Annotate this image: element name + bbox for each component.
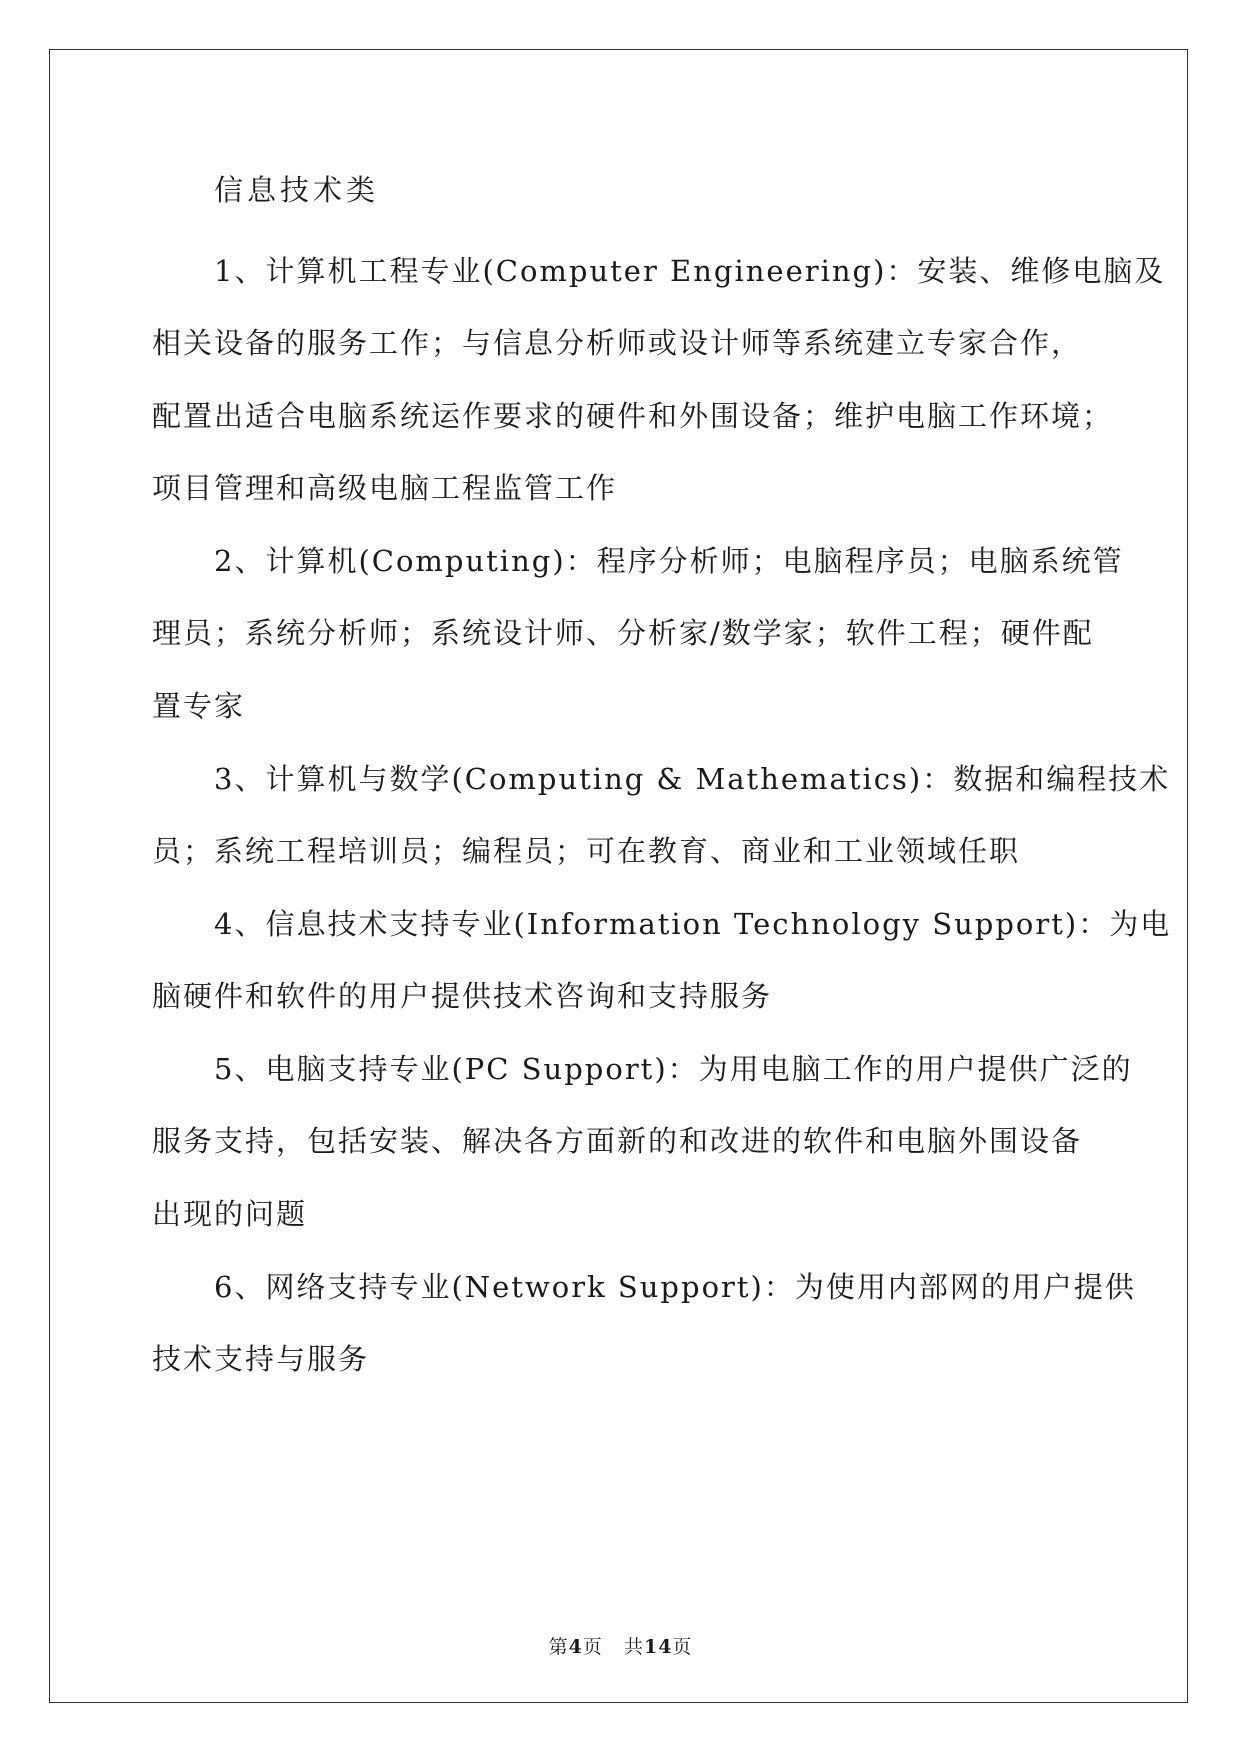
paragraph-line: 配置出适合电脑系统运作要求的硬件和外围设备；维护电脑工作环境； — [152, 399, 1114, 433]
footer-prefix: 第 — [548, 1636, 569, 1658]
paragraph-line: 4、信息技术支持专业(Information Technology Support)：为电 — [214, 907, 1172, 941]
paragraph-line: 项目管理和高级电脑工程监管工作 — [152, 471, 618, 505]
paragraph-line: 相关设备的服务工作；与信息分析师或设计师等系统建立专家合作， — [152, 326, 1083, 360]
paragraph-line: 6、网络支持专业(Network Support)：为使用内部网的用户提供 — [214, 1270, 1136, 1304]
paragraph-line: 技术支持与服务 — [152, 1342, 370, 1376]
paragraph-line: 出现的问题 — [152, 1197, 308, 1231]
page-border — [49, 49, 1188, 1703]
paragraph-line: 员；系统工程培训员；编程员；可在教育、商业和工业领域任职 — [152, 834, 1021, 868]
page-footer — [0, 1632, 1241, 1659]
paragraph-line: 3、计算机与数学(Computing & Mathematics)：数据和编程技术 — [214, 762, 1171, 796]
paragraph-line: 5、电脑支持专业(PC Support)：为用电脑工作的用户提供广泛的 — [214, 1052, 1133, 1086]
paragraph-line: 2、计算机(Computing)：程序分析师；电脑程序员；电脑系统管 — [214, 544, 1124, 578]
paragraph-line: 理员；系统分析师；系统设计师、分析家/数学家；软件工程；硬件配 — [152, 616, 1094, 650]
current-page-number: 4 — [568, 1636, 583, 1658]
total-pages-number: 14 — [643, 1636, 673, 1658]
paragraph-line: 1、计算机工程专业(Computer Engineering)：安装、维修电脑及 — [214, 254, 1166, 288]
paragraph-line: 置专家 — [152, 689, 246, 723]
section-heading: 信息技术类 — [214, 173, 380, 207]
footer-page-unit: 页 — [582, 1636, 603, 1658]
footer-total-unit: 页 — [672, 1636, 693, 1658]
footer-total-prefix: 共 — [623, 1636, 644, 1658]
paragraph-line: 脑硬件和软件的用户提供技术咨询和支持服务 — [152, 979, 773, 1013]
paragraph-line: 服务支持，包括安装、解决各方面新的和改进的软件和电脑外围设备 — [152, 1124, 1083, 1158]
